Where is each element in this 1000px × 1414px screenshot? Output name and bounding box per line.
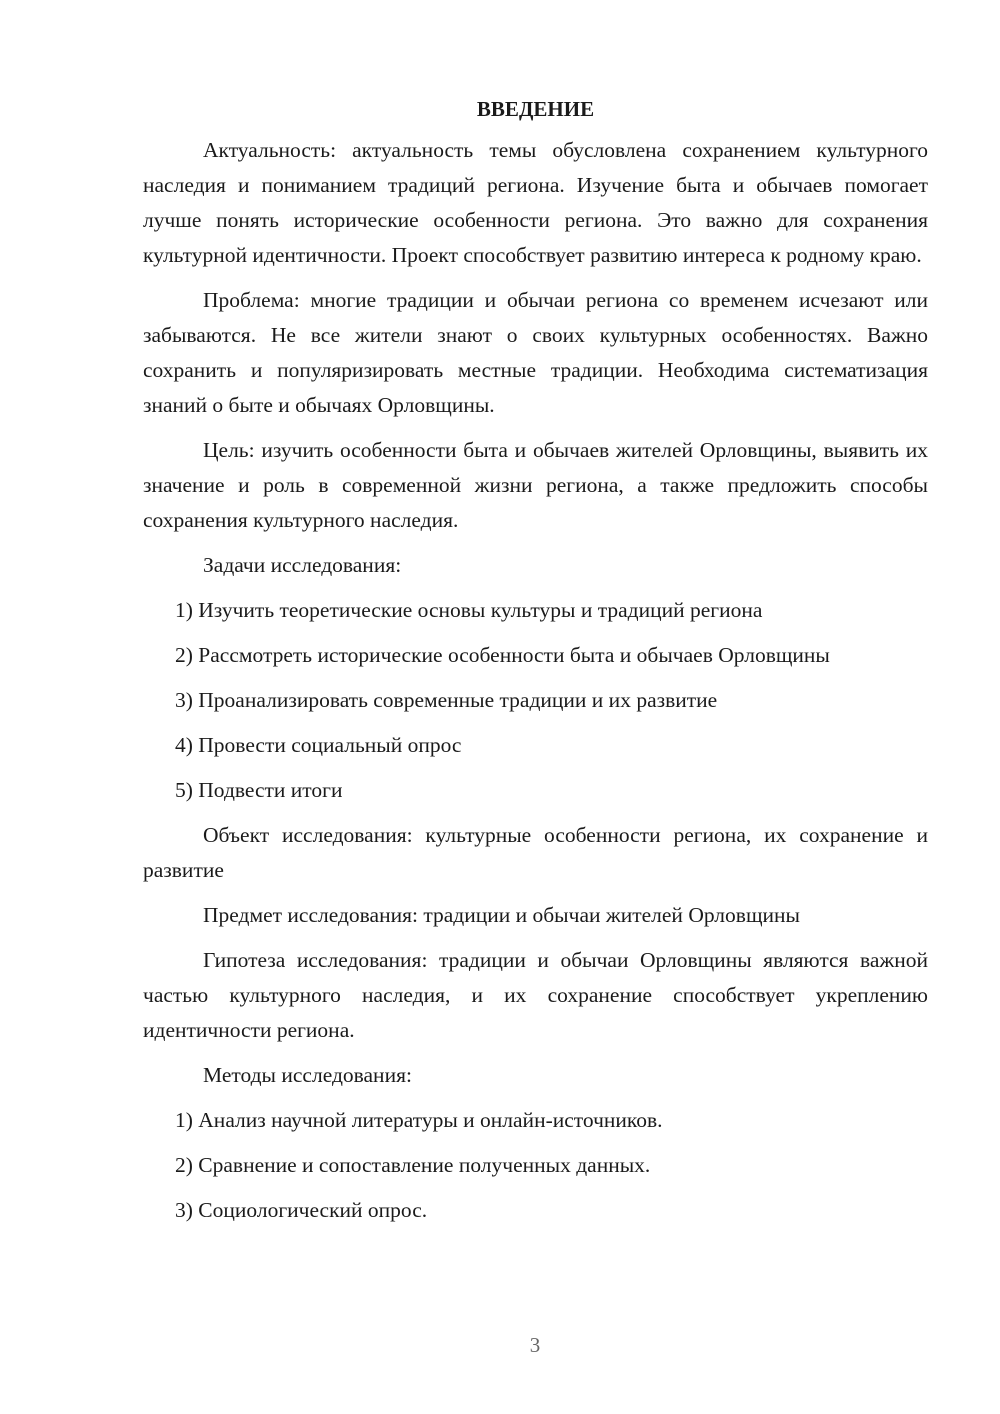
- paragraph-subject: Предмет исследования: традиции и обычаи жителей Орловщины: [203, 903, 800, 927]
- method-item-3: 3) Социологический опрос.: [175, 1198, 428, 1222]
- task-item-5: 5) Подвести итоги: [175, 778, 343, 802]
- method-item-1: 1) Анализ научной литературы и онлайн-источников.: [175, 1108, 663, 1132]
- task-item-3: 3) Проанализировать современные традиции и их развитие: [175, 688, 718, 712]
- section-title: ВВЕДЕНИЕ: [476, 97, 595, 121]
- page-number: 3: [529, 1333, 541, 1357]
- task-item-2: 2) Рассмотреть исторические особенности быта и обычаев Орловщины: [175, 643, 830, 667]
- paragraph-relevance: Актуальность: актуальность темы обусловлена сохранением культурного наследия и пониманием традиций региона. Изучение быта и обычаев помогает лучше понять исторические особенности региона. Это важно для сохранения культурной идентичности. Проект способствует развитию интереса к родному краю.: [143, 138, 928, 267]
- paragraph-goal: Цель: изучить особенности быта и обычаев жителей Орловщины, выявить их значение и роль в современной жизни региона, а также предложить способы сохранения культурного наследия.: [143, 438, 928, 532]
- tasks-heading: Задачи исследования:: [203, 553, 402, 577]
- document-page: [143, 92, 928, 1238]
- methods-heading: Методы исследования:: [203, 1063, 412, 1087]
- paragraph-object: Объект исследования: культурные особенности региона, их сохранение и развитие: [143, 823, 928, 882]
- task-item-4: 4) Провести социальный опрос: [175, 733, 462, 757]
- task-item-1: 1) Изучить теоретические основы культуры и традиций региона: [175, 598, 763, 622]
- method-item-2: 2) Сравнение и сопоставление полученных данных.: [175, 1153, 651, 1177]
- paragraph-hypothesis: Гипотеза исследования: традиции и обычаи Орловщины являются важной частью культурного наследия, и их сохранение способствует укреплению идентичности региона.: [143, 948, 928, 1042]
- paragraph-problem: Проблема: многие традиции и обычаи региона со временем исчезают или забываются. Не все жители знают о своих культурных особенностях. Важно сохранить и популяризировать местные традиции. Необходима систематизация знаний о быте и обычаях Орловщины.: [143, 288, 928, 417]
